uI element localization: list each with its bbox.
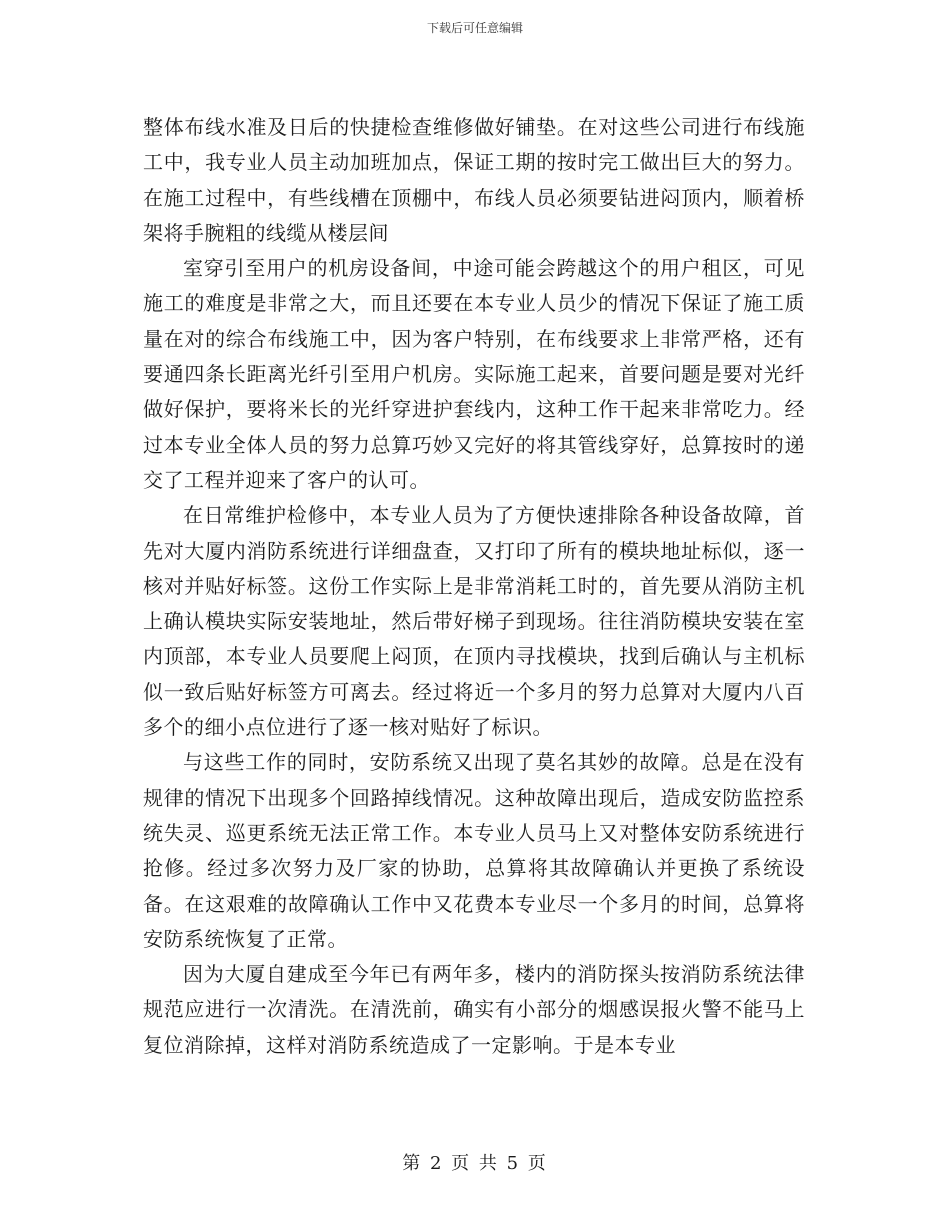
paragraph-1: 整体布线水准及日后的快捷检查维修做好铺垫。在对这些公司进行布线施工中，我专业人员主动加班加点，保证工期的按时完工做出巨大的努力。在施工过程中，有些线槽在顶棚中，布线人员必须要钻进闷顶内，顺着桥架将手腕粗的线缆从楼层间	[143, 115, 805, 245]
paragraph-3: 在日常维护检修中，本专业人员为了方便快速排除各种设备故障，首先对大厦内消防系统进行详细盘查，又打印了所有的模块地址标似，逐一核对并贴好标签。这份工作实际上是非常消耗工时的，首先要从消防主机上确认模块实际安装地址，然后带好梯子到现场。往往消防模块安装在室内顶部，本专业人员要爬上闷顶，在顶内寻找模块，找到后确认与主机标似一致后贴好标签方可离去。经过将近一个多月的努力总算对大厦内八百多个的细小点位进行了逐一核对贴好了标识。	[143, 503, 805, 740]
paragraph-2: 室穿引至用户的机房设备间，中途可能会跨越这个的用户租区，可见施工的难度是非常之大，而且还要在本专业人员少的情况下保证了施工质量在对的综合布线施工中，因为客户特别，在布线要求上非常严格，还有要通四条长距离光纤引至用户机房。实际施工起来，首要问题是要对光纤做好保护，要将米长的光纤穿进护套线内，这种工作干起来非常吃力。经过本专业全体人员的努力总算巧妙又完好的将其管线穿好，总算按时的递交了工程并迎来了客户的认可。	[143, 256, 805, 492]
paragraph-5: 因为大厦自建成至今年已有两年多，楼内的消防探头按消防系统法律规范应进行一次清洗。在清洗前，确实有小部分的烟感误报火警不能马上复位消除掉，这样对消防系统造成了一定影响。于是本专业	[143, 962, 805, 1057]
paragraph-4: 与这些工作的同时，安防系统又出现了莫名其妙的故障。总是在没有规律的情况下出现多个回路掉线情况。这种故障出现后，造成安防监控系统失灵、巡更系统无法正常工作。本专业人员马上又对整体安防系统进行抢修。经过多次努力及厂家的协助，总算将其故障确认并更换了系统设备。在这艰难的故障确认工作中又花费本专业尽一个多月的时间，总算将安防系统恢复了正常。	[143, 750, 805, 951]
document-body	[143, 110, 805, 1063]
page-number: 第 2 页 共 5 页	[402, 1153, 548, 1174]
page-header-note: 下载后可任意编辑	[426, 21, 523, 35]
